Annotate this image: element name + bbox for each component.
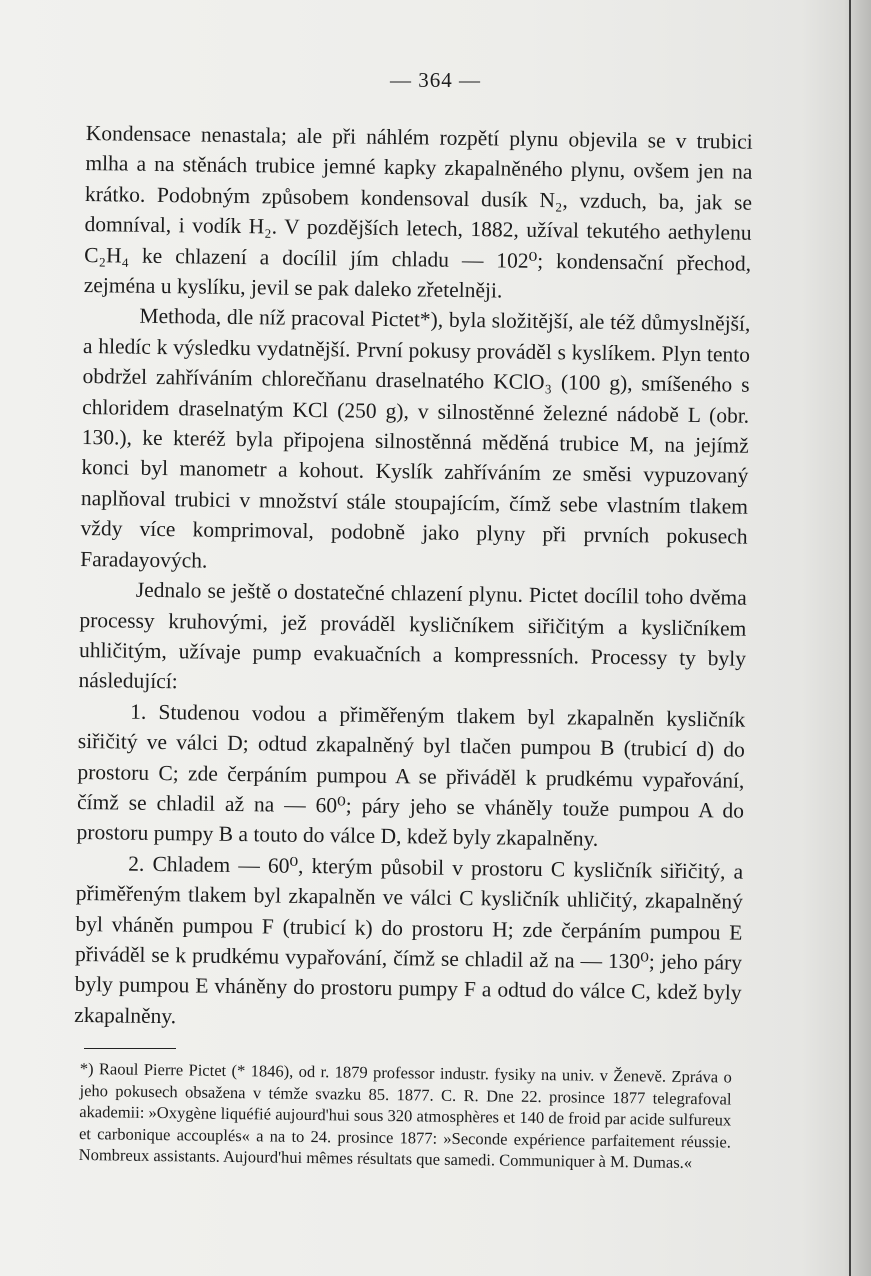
paragraph-1: Kondensace nenastala; ale při náhlém rozpětí plynu objevila se v trubici mlha a na stěnách trubice jemné kapky zkapalněného plynu, ovšem jen na krátko. Podobným způsobem kondensoval dusík N₂, vzduch, ba, jak se domníval, i vodík H₂. V pozdějších letech, 1882, užíval tekutého aethylenu C₂H₄ ke chlazení a docílil jím chladu — 102⁰; kondensační přechod, zejména u kyslíku, jevil se pak daleko zřetelněji. <box>83 120 753 303</box>
page-number: — 364 — <box>390 68 481 92</box>
paragraph-2: Methoda, dle níž pracoval Pictet*), byla složitější, ale též důmyslnější, a hledíc k výsledku vydatnější. První pokusy prováděl s kyslíkem. Plyn tento obdržel zahříváním chlorečňanu draselnatého KClO₃ (100 g), smíšeného s chloridem draselnatým KCl (250 g), v silnostěnné železné nádobě L (obr. 130.), ke kteréž byla připojena silnostěnná měděná trubice M, na jejímž konci byl manometr a kohout. Kyslík zahříváním ze směsi vypuzovaný naplňoval trubici v množství stále stoupajícím, čímž sebe vlastním tlakem vždy více komprimoval, podobně jako plyny při prvních pokusech Faradayových. <box>80 304 751 573</box>
page-edge-line <box>849 0 851 1276</box>
footnote-text: *) Raoul Pierre Pictet (* 1846), od r. 1879 professor industr. fysiky na univ. v Ženevě. Zpráva o jeho pokusech obsažena v témže svazku 85. 1877. C. R. Dne 22. prosince 1877 telegrafoval akademii: »Oxygène liquéfié aujourd'hui sous 320 atmosphères et 140 de froid par acide sulfureux et carbonique accouplés« a na to 24. prosince 1877: »Seconde expérience parfaitement réussie. Nombreux assistants. Aujourd'hui mêmes résultats que samedi. Communiquer à M. Dumas.« <box>78 1058 732 1173</box>
paragraph-process-1: 1. Studenou vodou a přiměřeným tlakem byl zkapalněn kysličník siřičitý ve válci D; odtud zkapalněný byl tlačen pumpou B (trubicí d) do prostoru C; zde čerpáním pumpou A se přiváděl k prudkému vypařování, čímž se chladil až na — 60⁰; páry jeho se vháněly touže pumpou A do prostoru pumpy B a touto do válce D, kdež byly zkapalněny. <box>76 699 746 852</box>
paragraph-process-2: 2. Chladem — 60⁰, kterým působil v prostoru C kysličník siřičitý, a přiměřeným tlakem byl zkapalněn ve válci C kysličník uhličitý, zkapalněný byl vháněn pumpou F (trubicí k) do prostoru H; zde čerpáním pumpou E přiváděl se k prudkému vypařování, čímž se chladil až na — 130⁰; jeho páry byly pumpou E vháněny do prostoru pumpy F a odtud do válce C, kdež byly zkapalněny. <box>74 851 744 1029</box>
paragraph-3: Jednalo se ještě o dostatečné chlazení plynu. Pictet docílil toho dvěma processy kruhovými, jež prováděl kysličníkem siřičitým a kysličníkem uhličitým, užívaje pump evakuačních a kompressních. Processy ty byly následující: <box>78 577 747 694</box>
footnote <box>79 1058 732 1174</box>
footnote-divider <box>84 1048 176 1049</box>
main-text <box>74 118 753 1039</box>
